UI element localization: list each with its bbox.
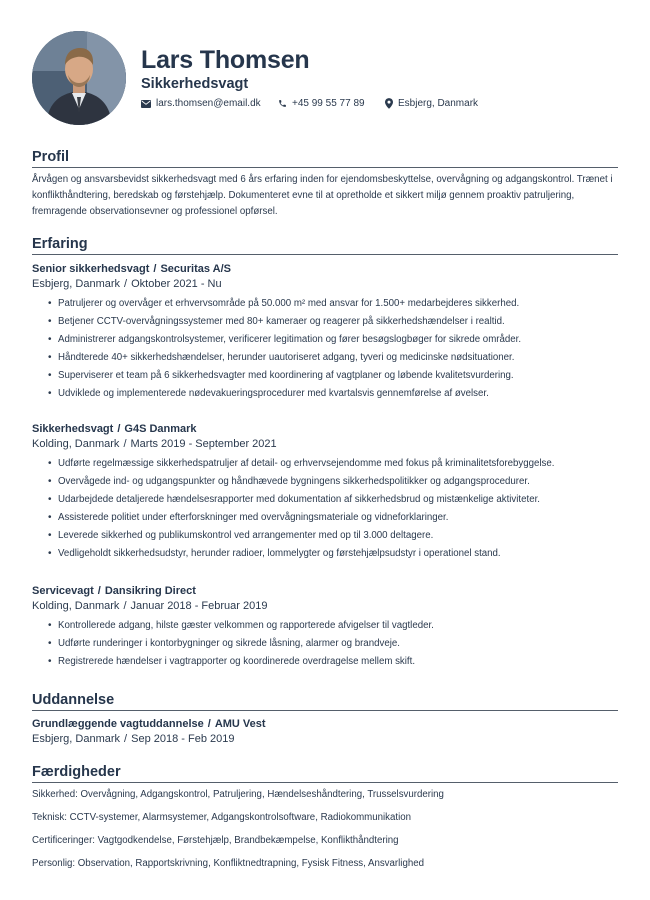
- separator: /: [123, 438, 127, 450]
- section-divider: [32, 167, 618, 168]
- phone-icon: [278, 99, 287, 108]
- job-heading: [32, 261, 618, 277]
- job-location: Kolding, Danmark: [32, 438, 120, 450]
- section-divider: [32, 710, 618, 711]
- job-bullet: • Leverede sikkerhed og publikumskontrol ved arrangementer med op til 3.000 deltagere.: [48, 527, 618, 545]
- job-bullet: • Patruljerer og overvåger et erhvervsområde på 50.000 m² med ansvar for 1.500+ medarbejderes sikkerhed.: [48, 295, 618, 313]
- separator: /: [124, 733, 128, 745]
- profile-summary: Årvågen og ansvarsbevidst sikkerhedsvagt med 6 års erfaring inden for ejendomsbeskyttelse, overvågning og adgangskontrol. Trænet i konflikthåndtering, beredskab og førstehjælp. Dokumenteret evne til at opretholde et sikkert miljø gennem proaktiv patruljering, fremragende observationsevner og professionel opførsel.: [32, 174, 613, 217]
- job-role: Servicevagt: [32, 585, 94, 597]
- job-meta: [32, 277, 618, 292]
- job-company: Securitas A/S: [160, 263, 231, 275]
- contact-email[interactable]: [141, 98, 261, 109]
- section-divider: [32, 782, 618, 783]
- job-dates: Oktober 2021 - Nu: [131, 278, 222, 290]
- avatar: [32, 31, 126, 125]
- job-role: Sikkerhedsvagt: [32, 423, 114, 435]
- section-title-education: Uddannelse: [32, 692, 115, 708]
- job-bullet: • Superviserer et team på 6 sikkerhedsvagter med koordinering af vagtplaner og løbende kvalitetsvurdering.: [48, 367, 618, 385]
- job-entry: [32, 583, 618, 671]
- skill-row: Sikkerhed: Overvågning, Adgangskontrol, Patruljering, Hændelseshåndtering, Trusselsvurdering: [32, 789, 444, 800]
- section-divider: [32, 254, 618, 255]
- profile-photo: [32, 31, 126, 125]
- separator: /: [97, 585, 101, 597]
- map-pin-icon: [385, 98, 393, 109]
- job-dates: Marts 2019 - September 2021: [130, 438, 277, 450]
- email-text: lars.thomsen@email.dk: [156, 98, 261, 109]
- job-entry: [32, 421, 618, 563]
- job-company: G4S Danmark: [124, 423, 197, 435]
- contact-phone[interactable]: [278, 98, 365, 109]
- separator: /: [117, 423, 121, 435]
- education-dates: Sep 2018 - Feb 2019: [131, 733, 235, 745]
- education-school: AMU Vest: [214, 718, 266, 730]
- job-bullet: • Betjener CCTV-overvågningssystemer med 80+ kameraer og reagerer på sikkerhedshændelser i realtid.: [48, 313, 618, 331]
- job-bullet: • Administrerer adgangskontrolsystemer, verificerer legitimation og fører besøgslogbøger for sikrede områder.: [48, 331, 618, 349]
- job-bullets: [32, 617, 618, 671]
- job-entry: [32, 261, 618, 403]
- job-bullet: • Udførte runderinger i kontorbygninger og sikrede låsning, alarmer og brandveje.: [48, 635, 618, 653]
- job-title: Sikkerhedsvagt: [141, 76, 249, 92]
- section-title-skills: Færdigheder: [32, 764, 121, 780]
- job-meta: [32, 599, 618, 614]
- resume-header: [32, 31, 622, 127]
- job-bullet: • Udførte regelmæssige sikkerhedspatruljer af detail- og erhvervsejendomme med fokus på kriminalitetsforebyggelse.: [48, 455, 618, 473]
- contact-location: [385, 98, 478, 109]
- profile-section: [32, 148, 618, 220]
- education-section: [32, 691, 618, 747]
- job-heading: [32, 421, 618, 437]
- job-dates: Januar 2018 - Februar 2019: [130, 600, 268, 612]
- section-title-profile: Profil: [32, 149, 70, 165]
- skill-row: Certificeringer: Vagtgodkendelse, Førstehjælp, Brandbekæmpelse, Konflikthåndtering: [32, 835, 399, 846]
- job-bullet: • Registrerede hændelser i vagtrapporter og koordinerede overdragelse mellem skift.: [48, 653, 618, 671]
- job-location: Kolding, Danmark: [32, 600, 120, 612]
- job-bullet: • Vedligeholdt sikkerhedsudstyr, herunder radioer, lommelygter og førstehjælpsudstyr i operationel stand.: [48, 545, 618, 563]
- job-location: Esbjerg, Danmark: [32, 278, 121, 290]
- job-meta: [32, 437, 618, 452]
- education-degree: Grundlæggende vagtuddannelse: [32, 718, 204, 730]
- job-bullets: [32, 455, 618, 563]
- location-text: Esbjerg, Danmark: [398, 98, 479, 109]
- skill-row: Teknisk: CCTV-systemer, Alarmsystemer, Adgangskontrolsoftware, Radiokommunikation: [32, 812, 412, 823]
- envelope-icon: [141, 100, 151, 108]
- job-bullet: • Overvågede ind- og udgangspunkter og håndhævede bygningens sikkerhedspolitikker og adgangsprocedurer.: [48, 473, 618, 491]
- skills-section: [32, 763, 618, 783]
- education-location: Esbjerg, Danmark: [32, 733, 121, 745]
- section-title-experience: Erfaring: [32, 236, 88, 252]
- person-name: Lars Thomsen: [141, 46, 310, 74]
- phone-text: +45 99 55 77 89: [292, 98, 365, 109]
- job-bullet: • Udarbejdede detaljerede hændelsesrapporter med dokumentation af sikkerhedsbrud og mistænkelige aktiviteter.: [48, 491, 618, 509]
- job-bullet: • Håndterede 40+ sikkerhedshændelser, herunder uautoriseret adgang, tyveri og medicinske nødsituationer.: [48, 349, 618, 367]
- experience-section: [32, 235, 618, 255]
- job-bullet: • Kontrollerede adgang, hilste gæster velkommen og rapporterede afvigelser til vagtleder.: [48, 617, 618, 635]
- education-heading: [32, 716, 618, 732]
- job-bullet: • Assisterede politiet under efterforskninger med overvågningsmateriale og vidneforklaringer.: [48, 509, 618, 527]
- separator: /: [123, 600, 127, 612]
- job-bullets: [32, 295, 618, 403]
- separator: /: [124, 278, 128, 290]
- separator: /: [153, 263, 157, 275]
- job-role: Senior sikkerhedsvagt: [32, 263, 150, 275]
- job-company: Dansikring Direct: [104, 585, 196, 597]
- skill-row: Personlig: Observation, Rapportskrivning, Konfliktnedtrapning, Fysisk Fitness, Ansvarlighed: [32, 858, 424, 869]
- education-meta: [32, 732, 618, 747]
- job-heading: [32, 583, 618, 599]
- separator: /: [207, 718, 211, 730]
- job-bullet: • Udviklede og implementerede nødevakueringsprocedurer med kvartalsvis gennemførelse af øvelser.: [48, 385, 618, 403]
